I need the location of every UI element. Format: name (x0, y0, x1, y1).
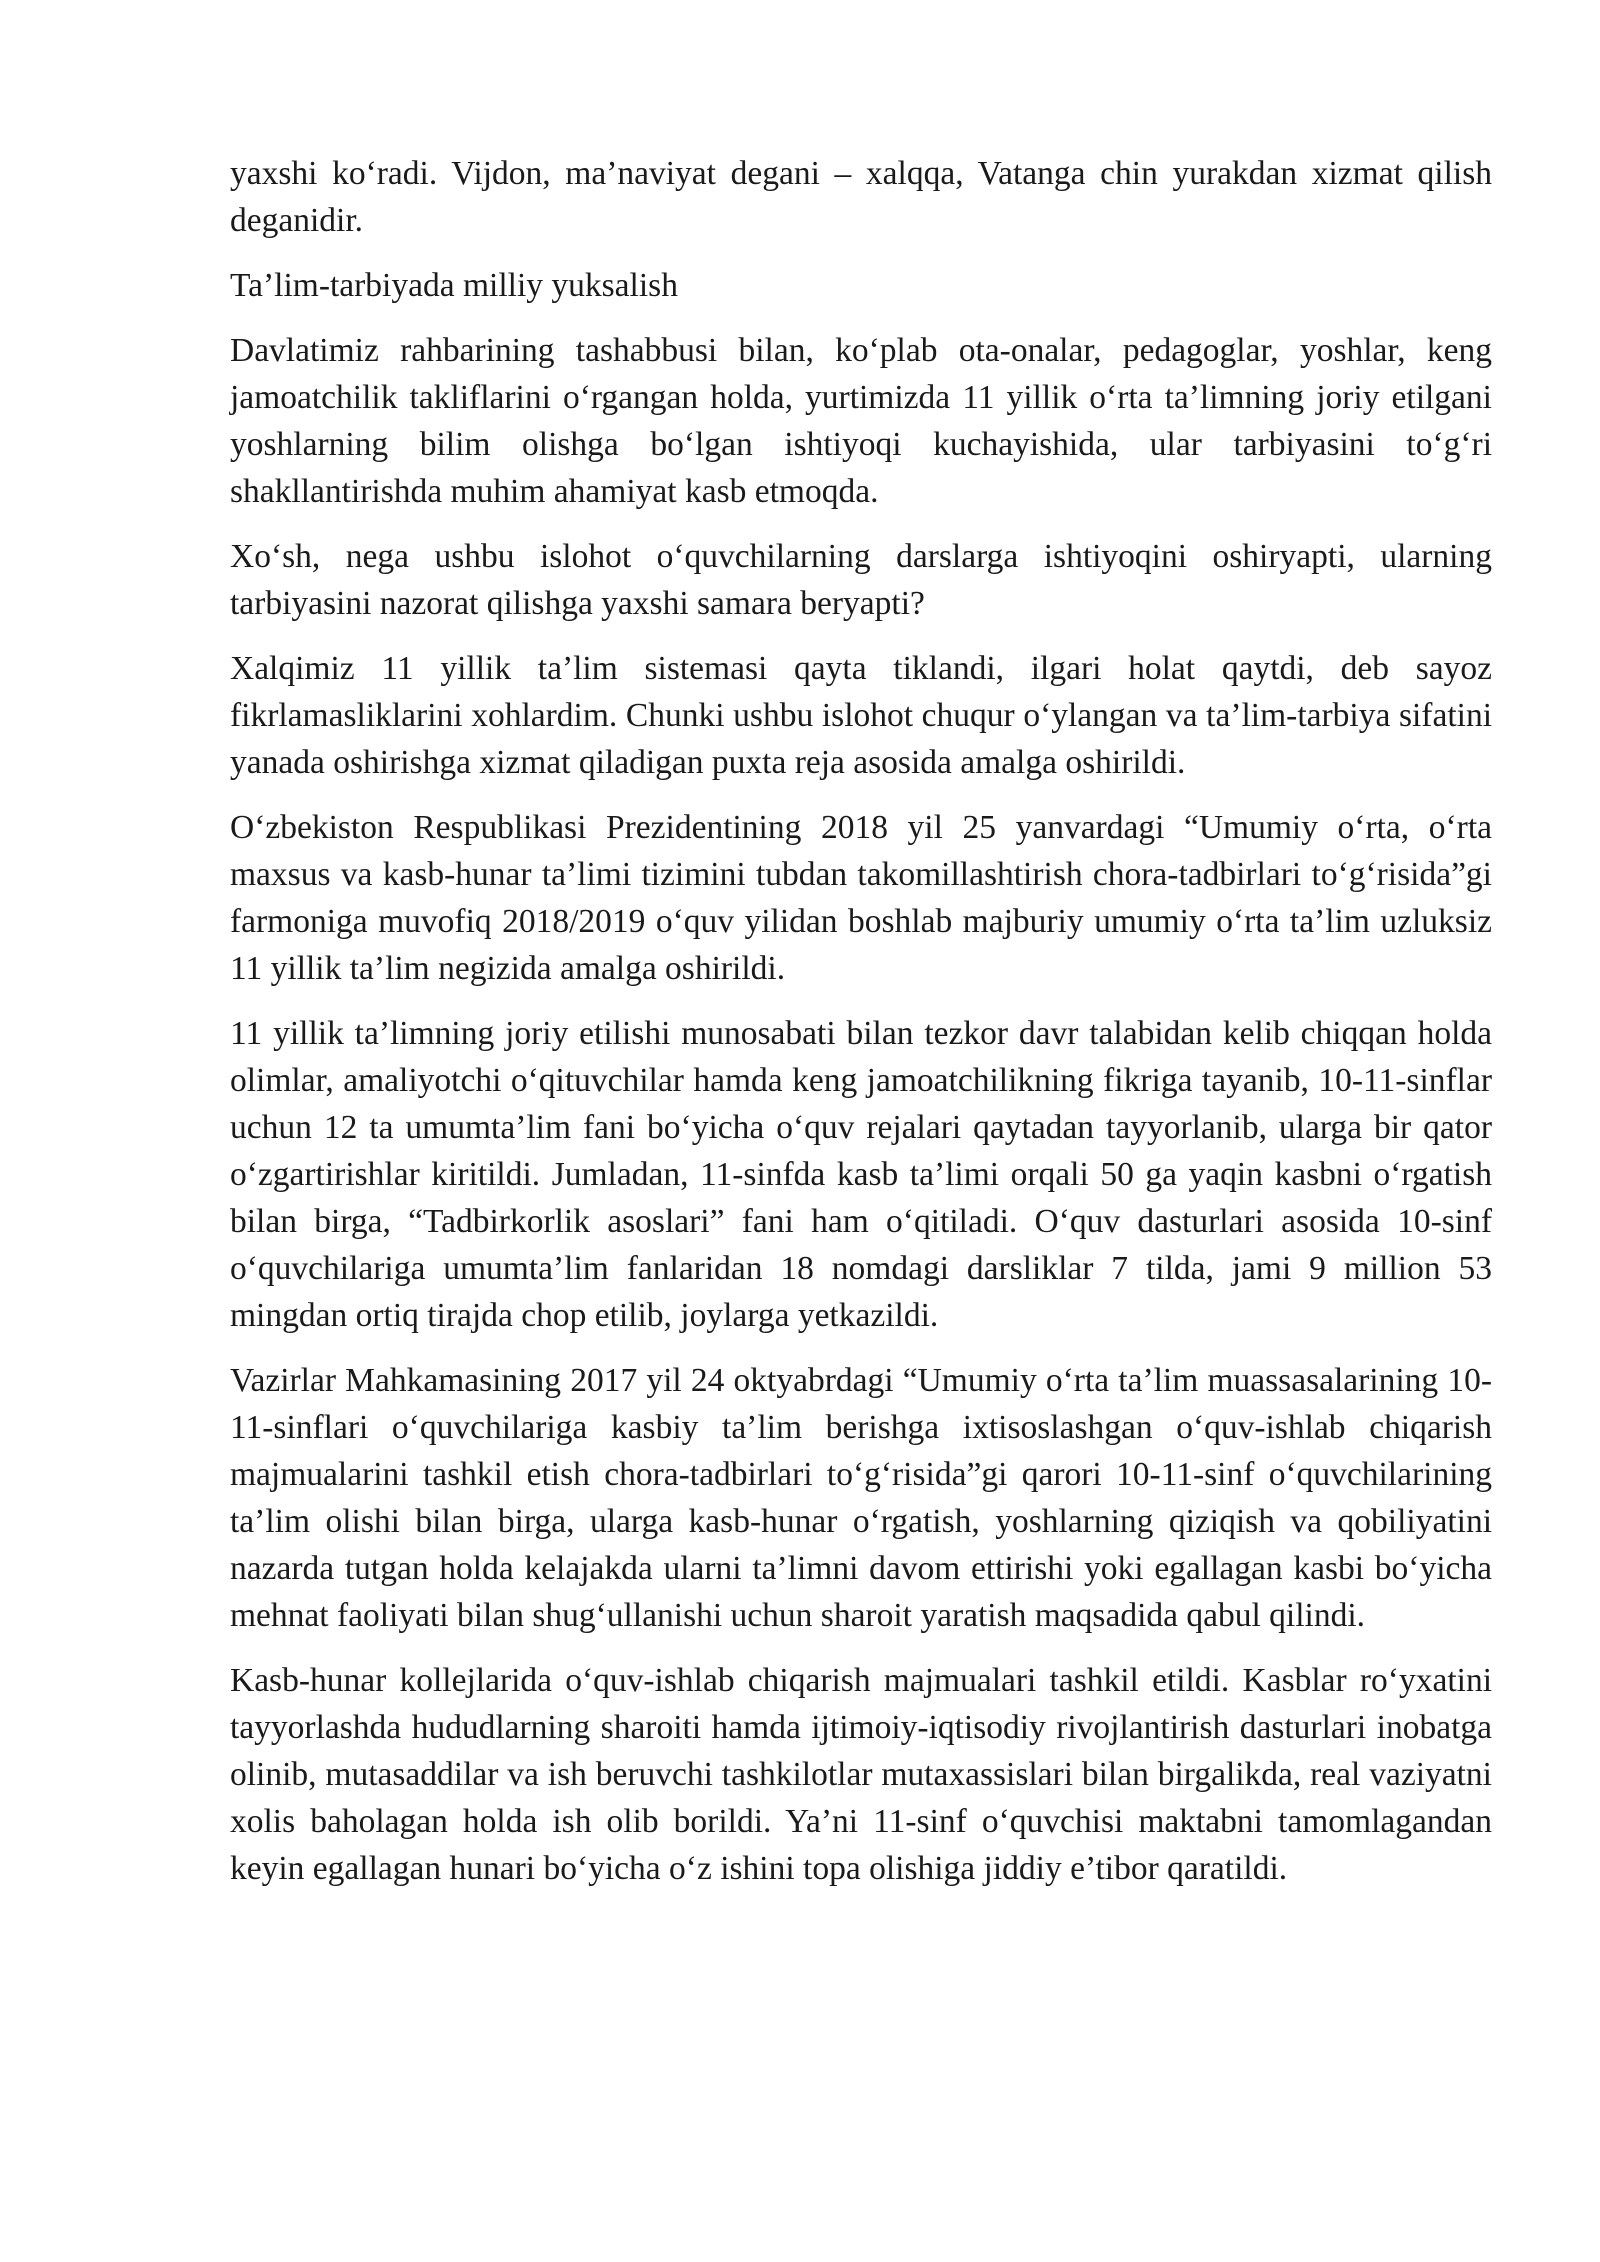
paragraph-vocational-colleges: Kasb-hunar kollejlarida o‘quv-ishlab chiqarish majmualari tashkil etildi. Kasblar ro‘yxatini tayyorlashda hududlarning sharoiti hamda ijtimoiy-iqtisodiy rivojlantirish dasturlari inobatga olinib, mutasaddilar va ish beruvchi tashkilotlar mutaxassislari bilan birgalikda, real vaziyatni xolis baholagan holda ish olib borildi. Ya’ni 11-sinf o‘quvchisi maktabni tamomlagandan keyin egallagan hunari bo‘yicha o‘z ishini topa olishiga jiddiy e’tibor qaratildi. (230, 1662, 1492, 1887)
paragraph-question: Xo‘sh, nega ushbu islohot o‘quvchilarning darslarga ishtiyoqini oshiryapti, ularning tarbiyasini nazorat qilishga yaxshi samara beryapti? (230, 538, 1492, 622)
section-heading: Ta’lim-tarbiyada milliy yuksalish (230, 267, 678, 304)
paragraph-reform-explanation: Xalqimiz 11 yillik ta’lim sistemasi qayta tiklandi, ilgari holat qaytdi, deb sayoz fikrlamasliklarini xohlardim. Chunki ushbu islohot chuqur o‘ylangan va ta’lim-tarbiya sifatini yanada oshirishga xizmat qiladigan puxta reja asosida amalga oshirildi. (230, 650, 1492, 781)
paragraph-presidential-decree: O‘zbekiston Respublikasi Prezidentining 2018 yil 25 yanvardagi “Umumiy o‘rta, o‘rta maxsus va kasb-hunar ta’limi tizimini tubdan takomillashtirish chora-tadbirlari to‘g‘risida”gi farmoniga muvofiq 2018/2019 o‘quv yilidan boshlab majburiy umumiy o‘rta ta’lim uzluksiz 11 yillik ta’lim negizida amalga oshirildi. (230, 809, 1492, 987)
document-page (230, 150, 1492, 1910)
paragraph-reform-intro: Davlatimiz rahbarining tashabbusi bilan, ko‘plab ota-onalar, pedagoglar, yoshlar, keng jamoatchilik takliflarini o‘rgangan holda, yurtimizda 11 yillik o‘rta ta’limning joriy etilgani yoshlarning bilim olishga bo‘lgan ishtiyoqi kuchayishida, ular tarbiyasini to‘g‘ri shakllantirishda muhim ahamiyat kasb etmoqda. (230, 332, 1492, 510)
paragraph-curriculum-changes: 11 yillik ta’limning joriy etilishi munosabati bilan tezkor davr talabidan kelib chiqqan holda olimlar, amaliyotchi o‘qituvchilar hamda keng jamoatchilikning fikriga tayanib, 10-11-sinflar uchun 12 ta umumta’lim fani bo‘yicha o‘quv rejalari qaytadan tayyorlanib, ularga bir qator o‘zgartirishlar kiritildi. Jumladan, 11-sinfda kasb ta’limi orqali 50 ga yaqin kasbni o‘rgatish bilan birga, “Tadbirkorlik asoslari” fani ham o‘qitiladi. O‘quv dasturlari asosida 10-sinf o‘quvchilariga umumta’lim fanlaridan 18 nomdagi darsliklar 7 tilda, jami 9 million 53 mingdan ortiq tirajda chop etilib, joylarga yetkazildi. (230, 1015, 1492, 1334)
paragraph-intro-continuation: yaxshi ko‘radi. Vijdon, ma’naviyat degani – xalqqa, Vatanga chin yurakdan xizmat qilish deganidir. (230, 155, 1492, 239)
paragraph-cabinet-resolution: Vazirlar Mahkamasining 2017 yil 24 oktyabrdagi “Umumiy o‘rta ta’lim muassasalarining 10-11-sinflari o‘quvchilariga kasbiy ta’lim berishga ixtisoslashgan o‘quv-ishlab chiqarish majmualarini tashkil etish chora-tadbirlari to‘g‘risida”gi qarori 10-11-sinf o‘quvchilarining ta’lim olishi bilan birga, ularga kasb-hunar o‘rgatish, yoshlarning qiziqish va qobiliyatini nazarda tutgan holda kelajakda ularni ta’limni davom ettirishi yoki egallagan kasbi bo‘yicha mehnat faoliyati bilan shug‘ullanishi uchun sharoit yaratish maqsadida qabul qilindi. (230, 1362, 1492, 1634)
